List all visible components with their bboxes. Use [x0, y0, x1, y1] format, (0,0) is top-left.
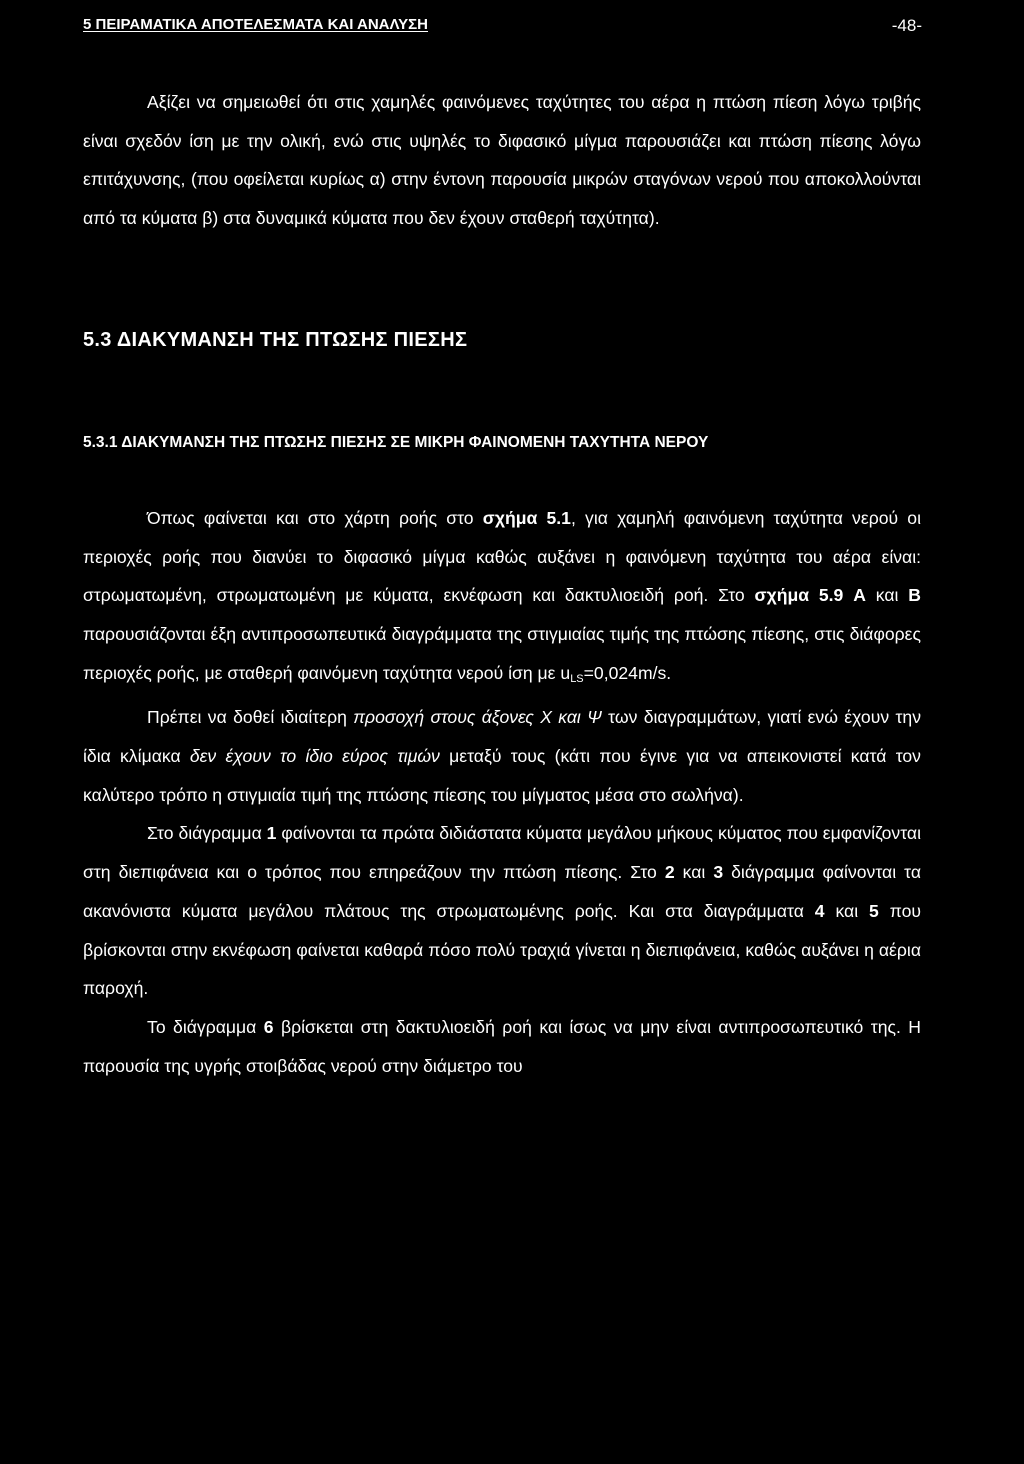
paragraph-flow-map: Όπως φαίνεται και στο χάρτη ροής στο σχήμα 5.1, για χαμηλή φαινόμενη ταχύτητα νερού οι περιοχές ροής που διανύει το διφασικό μίγμα καθώς αυξάνει η φαινόμενη ταχύτητα του αέρα είναι: στρωματωμένη, στρωματωμένη με κύματα, εκνέφωση και δακτυλιοειδή ροή. Στο σχήμα 5.9 Α και Β παρουσιάζονται έξη αντιπροσωπευτικά διαγράμματα της στιγμιαίας τιμής της πτώσης πίεσης, στις διάφορες περιοχές ροής, με σταθερή φαινόμενη ταχύτητα νερού ίση με $u_{LS}=0,024m/s$.	[83, 507, 921, 685]
paragraph-diagrams: Στο διάγραμμα 1 φαίνονται τα πρώτα διδιάστατα κύματα μεγάλου μήκους κύματος που εμφανίζονται στη διεπιφάνεια και ο τρόπος που επηρεάζουν την πτώση πίεσης. Στο 2 και 3 διάγραμμα φαίνονται τα ακανόνιστα κύματα μεγάλου πλάτους της στρωματωμένης ροής. Και στα διαγράμματα 4 και 5 που βρίσκονται στην εκνέφωση φαίνεται καθαρά πόσο πολύ τραχιά γίνεται η διεπιφάνεια, καθώς αυξάνει η αέρια παροχή.	[83, 823, 922, 999]
chapter-title: 5 ΠΕΙΡΑΜΑΤΙΚΑ ΑΠΟΤΕΛΕΣΜΑΤΑ ΚΑΙ ΑΝΑΛΥΣΗ	[83, 16, 428, 33]
figure-ref: σχήμα	[482, 507, 538, 528]
figure-ref: σχήμα	[754, 585, 810, 606]
paragraph-pressure-drop: Αξίζει να σημειωθεί ότι στις χαμηλές φαινόμενες ταχύτητες του αέρα η πτώση πίεση λόγω τριβής είναι σχεδόν ίση με την ολική, ενώ στις υψηλές το διφασικό μίγμα παρουσιάζει και πτώση πίεσης λόγω επιτάχυνσης, (που οφείλεται κυρίως α) στην έντονη παρουσία μικρών σταγόνων νερού που αποκολλούνται από τα κύματα β) στα δυναμικά κύματα που δεν έχουν σταθερή ταχύτητα).	[83, 92, 921, 229]
paragraph-axes-note: Πρέπει να δοθεί ιδιαίτερη προσοχή στους άξονες X και Ψ των διαγραμμάτων, γιατί ενώ έχουν την ίδια κλίμακα δεν έχουν το ίδιο εύρος τιμών μεταξύ τους (κάτι που έγινε για να απεικονιστεί κατά τον καλύτερο τρόπο η στιγμιαία τιμή της πτώσης πίεσης του μίγματος μέσα στο σωλήνα).	[83, 707, 922, 805]
section-heading: 5.3 ΔΙΑΚΥΜΑΝΣΗ ΤΗΣ ΠΤΩΣΗΣ ΠΙΕΣΗΣ	[83, 328, 468, 351]
page-number: -48-	[891, 16, 922, 35]
subsection-heading: 5.3.1 ΔΙΑΚΥΜΑΝΣΗ ΤΗΣ ΠΤΩΣΗΣ ΠΙΕΣΗΣ ΣΕ ΜΙΚΡΗ ΦΑΙΝΟΜΕΝΗ ΤΑΧΥΤΗΤΑ ΝΕΡΟΥ	[83, 433, 709, 451]
page-header	[83, 16, 922, 38]
document-body	[83, 83, 921, 1085]
paragraph-annular-flow: Το διάγραμμα 6 βρίσκεται στη δακτυλιοειδή ροή και ίσως να μην είναι αντιπροσωπευτικό της. Η παρουσία της υγρής στοιβάδας νερού στην διάμετρο του	[83, 1016, 921, 1076]
